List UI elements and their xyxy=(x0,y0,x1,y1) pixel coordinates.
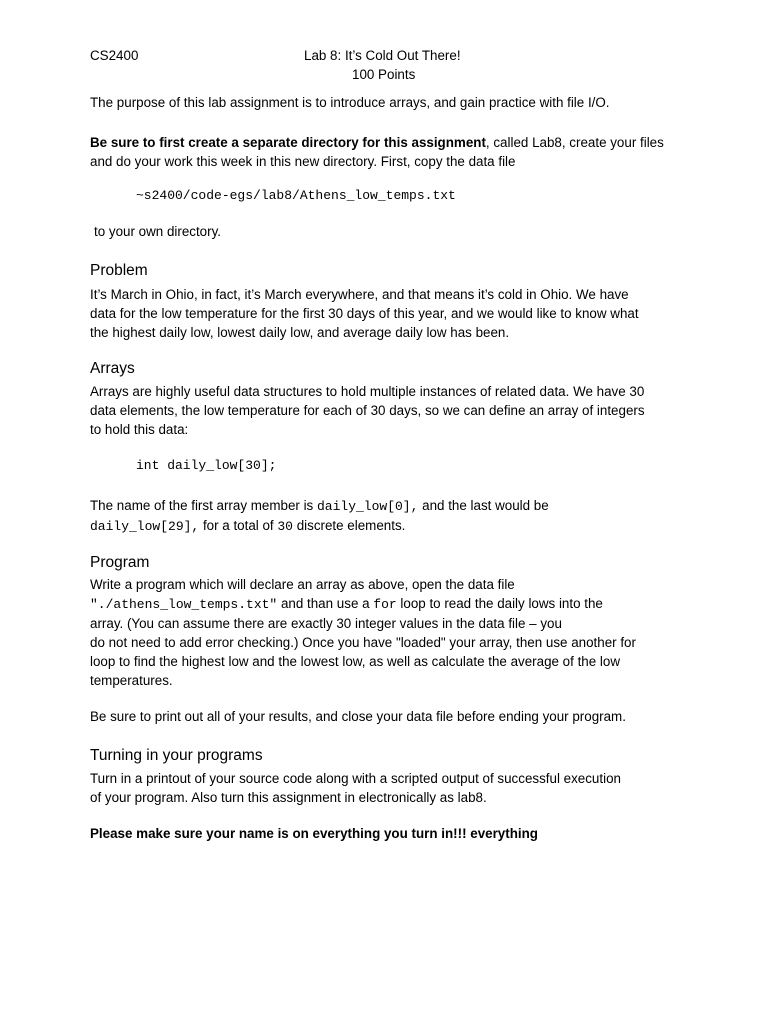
program-line: loop to find the highest low and the lowest low, as well as calculate the average of the low xyxy=(90,654,620,669)
array-desc-a: The name of the first array member is xyxy=(90,498,317,513)
array-last-code: daily_low[29], xyxy=(90,519,200,534)
program-file-code: "./athens_low_temps.txt" xyxy=(90,597,278,612)
directory-rest-text: , called Lab8, create your files xyxy=(485,135,664,150)
program-paragraph xyxy=(90,575,690,690)
array-count-code: 30 xyxy=(277,519,293,534)
program-line2-mid: and than use a xyxy=(277,596,374,611)
program-heading: Program xyxy=(90,554,150,571)
program-line2-end: loop to read the daily lows into the xyxy=(396,596,603,611)
final-note: Please make sure your name is on everything you turn in!!! everything xyxy=(90,826,538,841)
directory-paragraph xyxy=(90,133,690,171)
array-desc-c: for a total of xyxy=(199,518,278,533)
program-for-code: for xyxy=(373,597,397,612)
print-note: Be sure to print out all of your results, and close your data file before ending your program. xyxy=(90,709,626,724)
program-line: array. (You can assume there are exactly 30 integer values in the data file – you xyxy=(90,616,562,631)
array-declaration-code: int daily_low[30]; xyxy=(136,458,277,473)
array-desc-b: and the last would be xyxy=(418,498,549,513)
turnin-heading: Turning in your programs xyxy=(90,747,263,764)
lab-points: 100 Points xyxy=(352,67,416,82)
program-line1: Write a program which will declare an array as above, open the data file xyxy=(90,577,515,592)
problem-line: the highest daily low, lowest daily low, and average daily low has been. xyxy=(90,325,510,340)
turnin-line: of your program. Also turn this assignment in electronically as lab8. xyxy=(90,790,487,805)
turnin-line: Turn in a printout of your source code along with a scripted output of successful execution xyxy=(90,771,621,786)
intro-text: The purpose of this lab assignment is to introduce arrays, and gain practice with file I/O. xyxy=(90,95,610,110)
data-file-path: ~s2400/code-egs/lab8/Athens_low_temps.txt xyxy=(136,188,456,203)
turnin-paragraph xyxy=(90,769,690,807)
problem-paragraph xyxy=(90,285,690,342)
directory-line2: and do your work this week in this new directory. First, copy the data file xyxy=(90,154,516,169)
program-line: temperatures. xyxy=(90,673,173,688)
arrays-line: Arrays are highly useful data structures to hold multiple instances of related data. We have 30 xyxy=(90,384,645,399)
array-desc-d: discrete elements. xyxy=(292,518,406,533)
problem-heading: Problem xyxy=(90,262,148,279)
arrays-line: to hold this data: xyxy=(90,422,189,437)
arrays-paragraph xyxy=(90,382,690,439)
course-code: CS2400 xyxy=(90,48,139,63)
array-members-paragraph xyxy=(90,496,690,536)
program-line: do not need to add error checking.) Once you have "loaded" your array, then use another for xyxy=(90,635,636,650)
arrays-heading: Arrays xyxy=(90,360,135,377)
directory-after-text: to your own directory. xyxy=(94,224,222,239)
problem-line: data for the low temperature for the first 30 days of this year, and we would like to know what xyxy=(90,306,639,321)
lab-title: Lab 8: It’s Cold Out There! xyxy=(304,48,461,63)
array-first-code: daily_low[0], xyxy=(316,499,419,514)
problem-line: It’s March in Ohio, in fact, it’s March everywhere, and that means it’s cold in Ohio. We have xyxy=(90,287,629,302)
arrays-line: data elements, the low temperature for each of 30 days, so we can define an array of integers xyxy=(90,403,645,418)
directory-bold-text: Be sure to first create a separate directory for this assignment xyxy=(90,135,486,150)
